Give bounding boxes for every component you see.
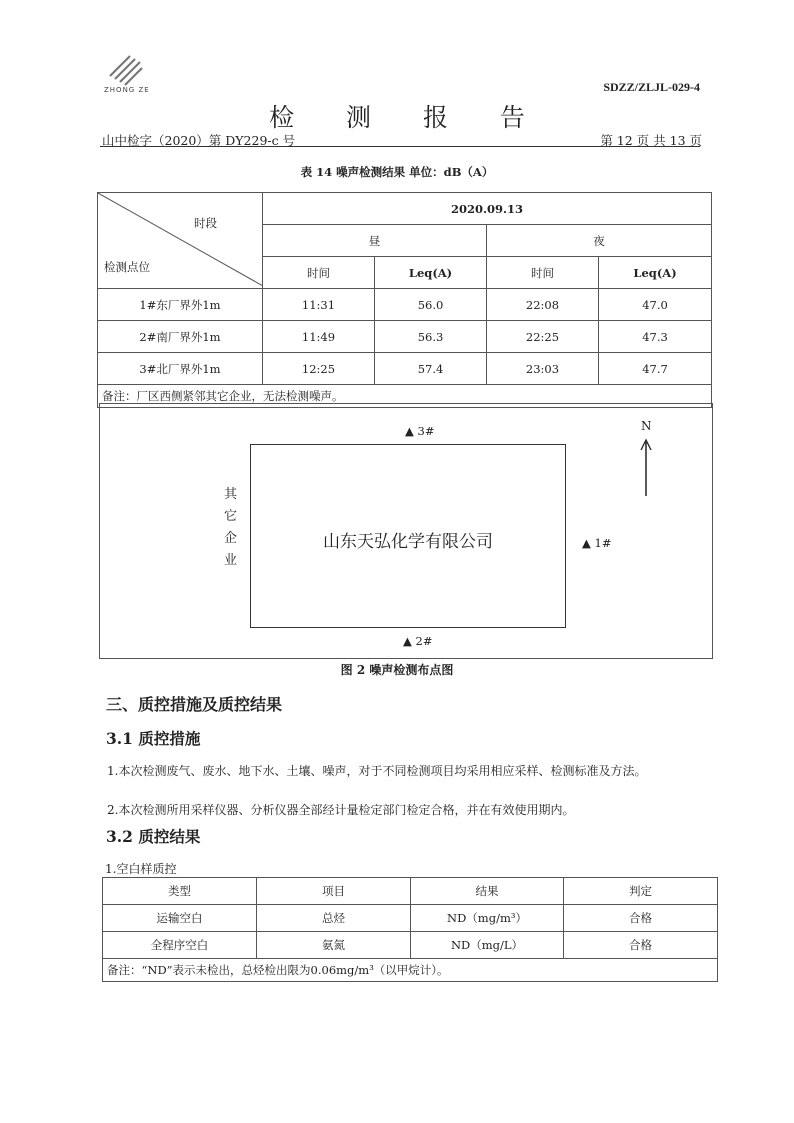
neighbor-enterprise-label: 其 它 企 业 [224,487,238,568]
date-header: 2020.09.13 [263,193,712,225]
day-leq-cell: 57.4 [375,353,487,385]
point-2-label: 2# [415,634,433,648]
col-time: 时间 [263,257,375,289]
triangle-icon: ▲ [405,424,414,438]
table-header-row [98,193,712,225]
point-2-marker [403,634,432,648]
blank-qc-title: 1.空白样质控 [105,862,177,876]
col-leq: Leq(A) [375,257,487,289]
col-time: 时间 [487,257,599,289]
day-time-cell: 11:49 [263,321,375,353]
point-label: 检测点位 [104,260,150,274]
remark-row [103,959,718,982]
night-header: 夜 [487,225,712,257]
figure-caption: 图 2 噪声检测布点图 [340,663,454,677]
header-cell: 结果 [411,878,564,905]
triangle-icon: ▲ [403,634,412,648]
subsection-3-1-title: 3.1 质控措施 [106,729,201,748]
noise-results-table [97,192,712,408]
table-row [103,905,718,932]
day-header: 昼 [263,225,487,257]
north-label: N [641,419,652,433]
type-cell: 全程序空白 [103,932,257,959]
section-title: 三、质控措施及质控结果 [106,695,283,714]
judgement-cell: 合格 [564,905,718,932]
day-time-cell: 12:25 [263,353,375,385]
subsection-3-2-title: 3.2 质控结果 [106,827,201,846]
type-cell: 运输空白 [103,905,257,932]
item-cell: 总烃 [257,905,411,932]
item-cell: 氨氮 [257,932,411,959]
header-cell: 判定 [564,878,718,905]
qc-measure-paragraph-1: 1.本次检测废气、废水、地下水、土壤、噪声，对于不同检测项目均采用相应采样、检测标准及方法。 [107,764,647,778]
noise-table-caption: 表 14 噪声检测结果 单位：dB（A） [300,165,494,179]
remark-cell: 备注：厂区西侧紧邻其它企业，无法检测噪声。 [98,385,712,408]
point-cell: 3#北厂界外1m [98,353,263,385]
document-code: SDZZ/ZLJL-029-4 [603,80,700,94]
judgement-cell: 合格 [564,932,718,959]
day-leq-cell: 56.0 [375,289,487,321]
day-time-cell: 11:31 [263,289,375,321]
table-row [98,321,712,353]
night-time-cell: 23:03 [487,353,599,385]
plant-boundary [250,444,566,628]
north-arrow-icon [639,438,653,502]
period-label: 时段 [194,216,217,230]
qc-measure-paragraph-2: 2.本次检测所用采样仪器、分析仪器全部经计量检定部门检定合格，并在有效使用期内。 [107,803,575,817]
table-row [98,289,712,321]
result-cell: ND（mg/L） [411,932,564,959]
table-header-row [103,878,718,905]
plant-name: 山东天弘化学有限公司 [323,532,493,552]
table-row [98,353,712,385]
remark-cell: 备注：“ND”表示未检出，总烃检出限为0.06mg/m³（以甲烷计）。 [103,959,718,982]
reference-number: 山中检字（2020）第 DY229-c 号 [102,133,296,148]
point-3-label: 3# [417,424,435,438]
point-cell: 1#东厂界外1m [98,289,263,321]
point-3-marker [405,424,434,438]
diagonal-header-cell [98,193,263,289]
result-cell: ND（mg/m³） [411,905,564,932]
table-row [103,932,718,959]
point-1-marker [582,536,611,550]
col-leq: Leq(A) [599,257,712,289]
header-cell: 类型 [103,878,257,905]
point-cell: 2#南厂界外1m [98,321,263,353]
point-1-label: 1# [594,536,612,550]
triangle-icon: ▲ [582,536,591,550]
blank-qc-table [102,877,718,982]
header-cell: 项目 [257,878,411,905]
report-title: 检 测 报 告 [269,103,547,132]
day-leq-cell: 56.3 [375,321,487,353]
night-leq-cell: 47.7 [599,353,712,385]
night-time-cell: 22:25 [487,321,599,353]
night-leq-cell: 47.0 [599,289,712,321]
night-leq-cell: 47.3 [599,321,712,353]
header-divider [100,146,700,147]
noise-point-map [99,403,713,659]
logo-text: ZHONG ZE [104,86,150,94]
night-time-cell: 22:08 [487,289,599,321]
page-number: 第 12 页 共 13 页 [600,133,702,148]
